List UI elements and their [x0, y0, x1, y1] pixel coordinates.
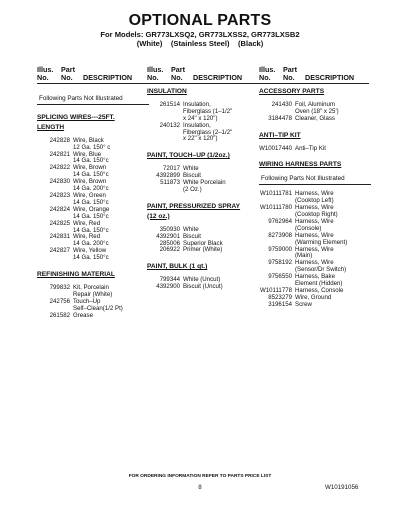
part-description: Kit, Porcelain Repair (White) — [73, 283, 113, 298]
part-number: 8523279 — [268, 293, 292, 301]
section-heading: PAINT, PRESSURIZED SPRAY — [147, 202, 241, 210]
part-number: 799344 — [159, 276, 180, 284]
part-row — [37, 179, 153, 193]
part-number: 72017 — [163, 165, 180, 173]
part-number: 3196154 — [268, 300, 292, 308]
part-number: 261514 — [159, 100, 180, 108]
part-number: 206922 — [159, 246, 180, 254]
part-description: Harness, Wire (Console) — [295, 217, 334, 232]
part-row — [37, 299, 153, 313]
page-number: 8 — [198, 484, 202, 491]
part-description: Wire, Blue 14 Ga. 150°c — [73, 150, 109, 165]
page-title: OPTIONAL PARTS — [128, 12, 272, 29]
section-heading: SPLICING WIRES---25FT. — [37, 113, 115, 121]
model-numbers: For Models: GR773LXSQ2, GR773LXSS2, GR773LXSB2 — [100, 30, 300, 39]
ordering-footer: FOR ORDERING INFORMATION REFER TO PARTS PRICE LIST — [128, 474, 272, 479]
section-heading: (12 oz.) — [147, 212, 170, 220]
column-3 — [259, 66, 375, 309]
section-heading: PAINT, BULK (1 qt.) — [147, 263, 208, 271]
part-number: 799832 — [49, 283, 70, 291]
parts-list — [259, 102, 375, 123]
part-row — [37, 313, 153, 320]
part-number: 511873 — [160, 179, 180, 187]
part-number: 242821 — [49, 150, 70, 158]
part-number: W10017440 — [259, 144, 292, 152]
column-header — [37, 66, 149, 84]
parts-list — [259, 146, 375, 153]
header-description: DESCRIPTION — [193, 73, 243, 82]
part-number: 4392899 — [156, 172, 180, 180]
part-row — [147, 123, 263, 144]
part-description: Screw — [295, 300, 312, 308]
part-row — [259, 116, 375, 123]
not-illustrated-note: Following Parts Not Illustrated — [259, 174, 371, 185]
part-number: 242822 — [49, 164, 70, 172]
part-description: Insulation, Fiberglass (1–1/2" x 24" x 120") — [183, 100, 233, 122]
part-row — [37, 221, 153, 235]
part-description: Wire, Brown 14 Ga. 200°c — [73, 178, 109, 193]
part-description: Wire, Brown 14 Ga. 150°c — [73, 164, 109, 179]
not-illustrated-note: Following Parts Not Illustrated — [37, 94, 149, 105]
header-illus: Illus. No. — [37, 65, 54, 82]
part-row — [37, 234, 153, 248]
part-number: 9756550 — [268, 273, 292, 281]
part-description: Superior Black — [183, 239, 223, 247]
part-number: 4392901 — [156, 232, 180, 240]
header-description: DESCRIPTION — [305, 73, 355, 82]
part-description: Harness, Bake Element (Hidden) — [295, 273, 343, 288]
section-heading: INSULATION — [147, 88, 187, 95]
part-row — [259, 191, 375, 205]
part-row — [259, 102, 375, 116]
part-number: 241430 — [271, 100, 292, 108]
part-description: Foil, Aluminum Oven (18" x 25') — [295, 100, 339, 115]
section-heading: PAINT, TOUCH–UP (1/2oz.) — [147, 152, 230, 160]
model-list — [0, 30, 400, 48]
part-row — [259, 302, 375, 309]
header-part: Part No. — [283, 65, 297, 82]
model-colors: (White) (Stainless Steel) (Black) — [136, 39, 264, 48]
part-number: 3184478 — [268, 114, 292, 122]
part-row — [37, 193, 153, 207]
part-description: Biscuit — [183, 172, 201, 180]
header-description: DESCRIPTION — [83, 73, 133, 82]
section-heading: WIRING HARNESS PARTS — [259, 161, 342, 169]
part-number: 4392900 — [156, 283, 180, 291]
section-heading: ANTI–TIP KIT — [259, 131, 301, 139]
section-heading: ACCESSORY PARTS — [259, 88, 325, 95]
parts-list — [259, 191, 375, 308]
part-description: Grease — [73, 311, 93, 319]
part-row — [259, 274, 375, 288]
header-illus: Illus. No. — [259, 65, 276, 82]
part-row — [37, 152, 153, 166]
section-heading: REFINISHING MATERIAL — [37, 271, 115, 279]
part-description: Biscuit (Uncut) — [183, 283, 223, 291]
part-number: 242823 — [49, 191, 70, 199]
part-description: Harness, Wire (Sensor/Dr Switch) — [295, 259, 347, 274]
column-header — [259, 66, 369, 84]
part-row — [37, 248, 153, 262]
part-row — [37, 207, 153, 221]
header-part: Part No. — [171, 65, 185, 82]
part-description: Harness, Wire (Cooktop Right) — [295, 204, 338, 218]
part-row — [37, 285, 153, 299]
part-number: 242830 — [49, 178, 70, 186]
part-description: White Porcelain (2 Oz.) — [183, 179, 226, 193]
part-row — [147, 247, 263, 254]
part-description: Cleaner, Glass — [295, 114, 335, 122]
part-row — [259, 146, 375, 153]
part-number: 9759000 — [268, 245, 292, 253]
part-number: 285006 — [159, 239, 180, 247]
part-description: Anti–Tip Kit — [295, 144, 326, 152]
part-number: W10111781 — [260, 190, 292, 198]
part-row — [259, 247, 375, 261]
part-row — [147, 102, 263, 123]
part-row — [147, 284, 263, 291]
part-row — [259, 260, 375, 274]
part-row — [37, 165, 153, 179]
part-row — [259, 205, 375, 219]
parts-list — [147, 277, 263, 291]
part-description: Biscuit — [183, 232, 201, 240]
part-number: 8273908 — [268, 231, 292, 239]
part-number: W10111780 — [260, 204, 292, 212]
part-description: Harness, Wire (Main) — [295, 245, 334, 260]
part-description: Wire, Black 12 Ga. 150° c — [73, 136, 111, 151]
part-description: Harness, Console — [295, 286, 344, 294]
part-description: Wire, Red 14 Ga. 200°c — [73, 233, 109, 248]
parts-list — [147, 102, 263, 143]
part-number: 242827 — [49, 247, 70, 255]
part-row — [147, 180, 263, 194]
part-number: 261582 — [49, 311, 70, 319]
part-number: 242825 — [49, 219, 70, 227]
part-description: Wire, Ground — [295, 293, 332, 301]
part-description: Harness, Wire (Warming Element) — [295, 231, 348, 246]
part-number: 240132 — [159, 121, 180, 129]
part-description: Wire, Yellow 14 Ga. 150°c — [73, 247, 109, 262]
part-description: Wire, Red 14 Ga. 150°c — [73, 219, 109, 234]
part-number: W10111778 — [260, 286, 292, 294]
part-row — [259, 233, 375, 247]
parts-list — [147, 166, 263, 194]
parts-list — [37, 285, 153, 320]
part-description: Harness, Wire (Cooktop Left) — [295, 190, 334, 205]
part-number: 350930 — [159, 225, 180, 233]
section-heading: LENGTH — [37, 123, 65, 131]
column-1 — [37, 66, 153, 319]
parts-list — [147, 227, 263, 255]
part-number: 242756 — [49, 297, 70, 305]
column-header — [147, 66, 259, 84]
part-description: Touch–Up Self–Clean(1/2 Pt) — [73, 297, 123, 312]
part-number: 9762964 — [268, 217, 292, 225]
part-description: Insulation, Fiberglass (2–1/2" x 22" x 120") — [183, 121, 233, 143]
part-description: Wire, Green 14 Ga. 150°c — [73, 191, 109, 206]
part-description: Primer (White) — [183, 246, 223, 254]
part-row — [37, 138, 153, 152]
header-illus: Illus. No. — [147, 65, 164, 82]
part-number: 242831 — [49, 233, 70, 241]
part-description: White (Uncut) — [183, 276, 221, 284]
header-part: Part No. — [61, 65, 75, 82]
part-description: Wire, Orange 14 Ga. 150°c — [73, 205, 110, 220]
column-2 — [147, 66, 263, 291]
parts-list — [37, 138, 153, 262]
part-number: 9758192 — [268, 259, 292, 267]
part-description: White — [183, 165, 199, 173]
part-number: 242828 — [49, 136, 70, 144]
part-description: White — [183, 225, 199, 233]
part-row — [259, 219, 375, 233]
document-number: W10191056 — [325, 484, 359, 491]
part-number: 242824 — [49, 205, 70, 213]
